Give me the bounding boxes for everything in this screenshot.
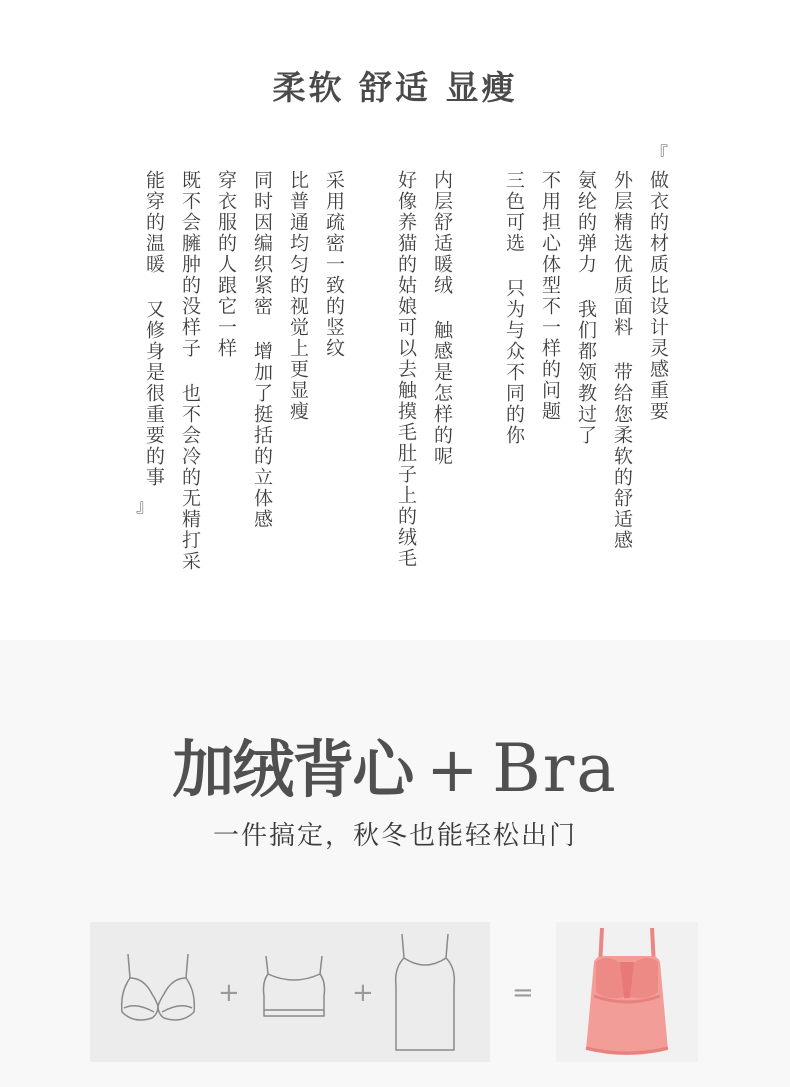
plus-sign-1: + bbox=[218, 978, 240, 1008]
product-photo bbox=[556, 922, 698, 1062]
text-column-13: 能穿的温暖 又修身是很重要的事 bbox=[143, 170, 165, 488]
equals-sign: = bbox=[512, 978, 534, 1008]
text-column-6: 内层舒适暖绒 触感是怎样的呢 bbox=[431, 170, 453, 467]
text-column-7: 好像养猫的姑娘可以去触摸毛肚子上的绒毛 bbox=[395, 170, 417, 569]
text-column-10: 同时因编织紧密 增加了挺括的立体感 bbox=[251, 170, 273, 530]
formula-panel bbox=[90, 922, 490, 1062]
text-column-3: 氨纶的弹力 我们都领教过了 bbox=[575, 170, 597, 446]
camisole-icon bbox=[390, 930, 460, 1056]
quote-close: 』 bbox=[136, 496, 154, 517]
text-column-9: 比普通均匀的视觉上更显瘦 bbox=[287, 170, 309, 422]
text-column-5: 三色可选 只为与众不同的你 bbox=[503, 170, 525, 446]
plus-sign-2: + bbox=[352, 978, 374, 1008]
crop-top-icon bbox=[256, 952, 332, 1024]
promo-title bbox=[0, 720, 790, 809]
promo-title-cn: 加绒背心 bbox=[172, 733, 413, 806]
promo-title-en: Bra bbox=[492, 730, 618, 807]
promo-title-plus: + bbox=[426, 733, 479, 806]
text-column-1: 做衣的材质比设计灵感重要 bbox=[647, 170, 669, 422]
text-column-2: 外层精选优质面料 带给您柔软的舒适感 bbox=[611, 170, 633, 551]
text-column-11: 穿衣服的人跟它一样 bbox=[215, 170, 237, 359]
quote-open: 『 bbox=[650, 144, 668, 165]
headline: 柔软 舒适 显瘦 bbox=[272, 68, 518, 107]
bra-icon bbox=[116, 948, 200, 1028]
promo-subtitle: 一件搞定，秋冬也能轻松出门 bbox=[212, 821, 577, 851]
text-column-8: 采用疏密一致的竖纹 bbox=[323, 170, 345, 359]
text-column-12: 既不会臃肿的没样子 也不会冷的无精打采 bbox=[179, 170, 201, 572]
text-column-4: 不用担心体型不一样的问题 bbox=[539, 170, 561, 422]
